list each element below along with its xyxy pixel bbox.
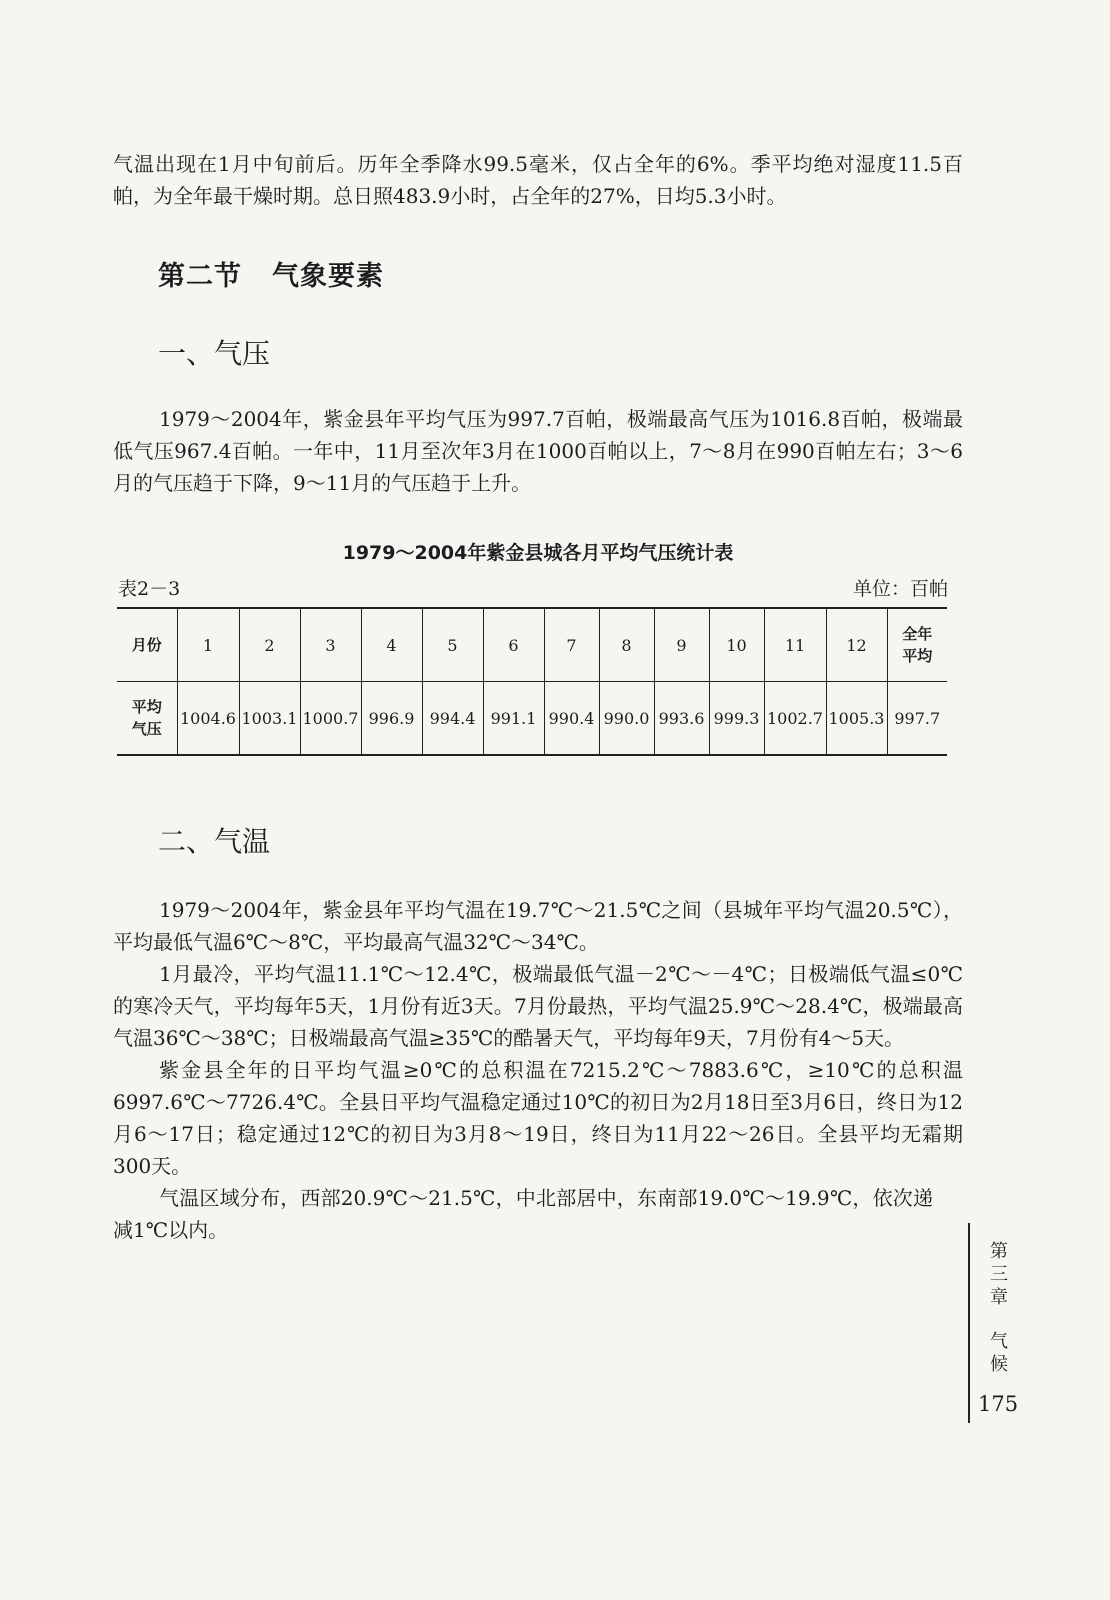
table-header-row — [117, 608, 947, 682]
value-cell: 1002.7 — [764, 682, 826, 756]
row-label — [117, 682, 177, 756]
month-cell: 4 — [361, 608, 422, 682]
temperature-paragraph: 紫金县全年的日平均气温≥0℃的总积温在7215.2℃～7883.6℃，≥10℃的总积温6997.6℃～7726.4℃。全县日平均气温稳定通过10℃的初日为2月18日至3月6日，终日为12月6～17日；稳定通过12℃的初日为3月8～19日，终日为11月22～26日。全县平均无霜期300天。 — [113, 1058, 963, 1178]
temperature-paragraph: 1月最冷，平均气温11.1℃～12.4℃，极端最低气温－2℃～－4℃；日极端低气温≤0℃的寒冷天气，平均每年5天，1月份有近3天。7月份最热，平均气温25.9℃～28.4℃，极端最高气温36℃～38℃；日极端最高气温≥35℃的酷暑天气，平均每年9天，7月份有4～5天。 — [113, 962, 963, 1050]
table-unit: 单位：百帕 — [852, 578, 948, 600]
month-cell: 12 — [826, 608, 887, 682]
month-cell: 2 — [239, 608, 300, 682]
annual-header-line1: 全年 — [902, 625, 933, 643]
month-cell: 5 — [422, 608, 483, 682]
table-meta — [118, 574, 948, 601]
row-label-line1: 平均 — [131, 698, 162, 716]
temperature-body — [113, 894, 963, 1246]
temperature-paragraph: 1979～2004年，紫金县年平均气温在19.7℃～21.5℃之间（县城年平均气温20.5℃），平均最低气温6℃～8℃，平均最高气温32℃～34℃。 — [113, 898, 963, 954]
month-cell: 3 — [300, 608, 361, 682]
value-cell: 1005.3 — [826, 682, 887, 756]
row-label-line2: 气压 — [131, 720, 162, 738]
page-number: 175 — [978, 1392, 1019, 1416]
value-cell: 1003.1 — [239, 682, 300, 756]
value-cell: 993.6 — [654, 682, 709, 756]
section-heading — [158, 254, 384, 293]
month-cell: 10 — [709, 608, 764, 682]
margin-chapter: 第三章 — [990, 1241, 1008, 1308]
value-cell: 1004.6 — [177, 682, 239, 756]
value-cell: 990.4 — [544, 682, 599, 756]
temperature-paragraph: 气温区域分布，西部20.9℃～21.5℃，中北部居中，东南部19.0℃～19.9℃，依次递减1℃以内。 — [113, 1186, 933, 1242]
section-number: 第二节 — [158, 261, 242, 292]
top-paragraph: 气温出现在1月中旬前后。历年全季降水99.5毫米，仅占全年的6%。季平均绝对湿度11.5百帕，为全年最干燥时期。总日照483.9小时，占全年的27%，日均5.3小时。 — [113, 152, 963, 208]
pressure-heading: 一、气压 — [158, 337, 271, 370]
pressure-table — [117, 607, 947, 756]
month-cell: 1 — [177, 608, 239, 682]
section-title: 气象要素 — [272, 261, 384, 292]
annual-header-line2: 平均 — [902, 647, 933, 665]
value-cell: 994.4 — [422, 682, 483, 756]
value-cell: 990.0 — [599, 682, 654, 756]
header-label: 月份 — [117, 608, 177, 682]
month-cell: 11 — [764, 608, 826, 682]
table-value-row — [117, 682, 947, 756]
value-cell: 999.3 — [709, 682, 764, 756]
month-cell: 6 — [483, 608, 544, 682]
month-cell: 8 — [599, 608, 654, 682]
month-cell: 9 — [654, 608, 709, 682]
table-number: 表2－3 — [118, 578, 181, 600]
temperature-heading: 二、气温 — [158, 825, 271, 858]
value-cell: 991.1 — [483, 682, 544, 756]
month-cell: 7 — [544, 608, 599, 682]
annual-value-cell: 997.7 — [887, 682, 947, 756]
value-cell: 996.9 — [361, 682, 422, 756]
table-caption: 1979～2004年紫金县城各月平均气压统计表 — [342, 542, 734, 564]
annual-header — [887, 608, 947, 682]
margin-rule — [968, 1223, 970, 1423]
margin-topic: 气候 — [990, 1331, 1008, 1375]
pressure-paragraph: 1979～2004年，紫金县年平均气压为997.7百帕，极端最高气压为1016.8百帕，极端最低气压967.4百帕。一年中，11月至次年3月在1000百帕以上，7～8月在990百帕左右；3～6月的气压趋于下降，9～11月的气压趋于上升。 — [113, 407, 963, 495]
value-cell: 1000.7 — [300, 682, 361, 756]
